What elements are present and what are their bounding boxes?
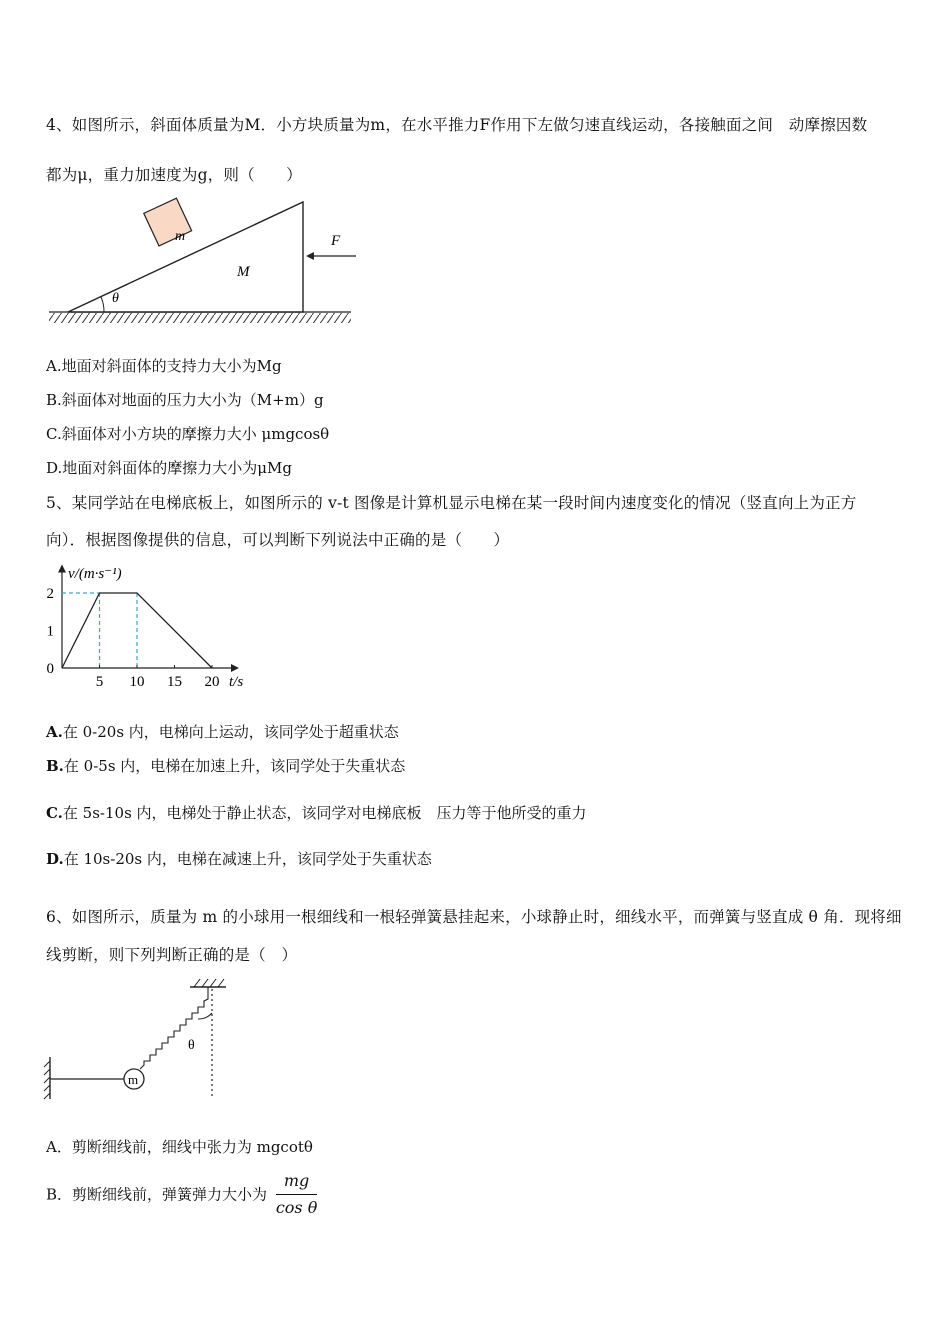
y-tick-label: 1 xyxy=(46,623,54,640)
q5-option-c-text: 在 5s-10s 内，电梯处于静止状态，该同学对电梯底板 压力等于他所受的重力 xyxy=(62,804,587,822)
q4-option-d: D.地面对斜面体的摩擦力大小为μMg xyxy=(46,459,292,477)
x-axis-arrow xyxy=(231,664,239,672)
q6-option-b-fraction xyxy=(276,1170,318,1219)
y-axis-arrow xyxy=(58,565,66,573)
q5-option-c xyxy=(46,803,587,823)
force-label: F xyxy=(331,233,341,249)
x-axis-label: t/s xyxy=(229,674,244,690)
q6-option-b xyxy=(46,1170,317,1219)
q5-option-b xyxy=(46,756,405,776)
force-arrowhead xyxy=(306,252,314,260)
q5-vt-chart xyxy=(40,558,260,693)
q5-option-c-letter: C. xyxy=(46,804,63,822)
left-wall-hatch xyxy=(44,1061,50,1099)
fraction-denominator: cos θ xyxy=(275,1198,318,1217)
q5-option-d-text: 在 10s-20s 内，电梯在减速上升，该同学处于失重状态 xyxy=(63,850,432,868)
q6-theta-label: θ xyxy=(188,1038,195,1053)
q4-option-b: B.斜面体对地面的压力大小为（M+m）g xyxy=(46,391,324,409)
wedge-mass-label: M xyxy=(237,264,250,280)
q4-option-c: C.斜面体对小方块的摩擦力大小 μmgcosθ xyxy=(46,425,330,443)
q6-spring-figure xyxy=(40,975,240,1105)
q6-stem-line2: 线剪断，则下列判断正确的是（ ） xyxy=(46,946,298,964)
q5-option-a-letter: A. xyxy=(46,723,63,741)
ceiling-hatch xyxy=(194,979,224,987)
y-tick-label: 0 xyxy=(46,661,54,677)
q6-option-a: A．剪断细线前，细线中张力为 mgcotθ xyxy=(46,1138,313,1156)
q4-option-a: A.地面对斜面体的支持力大小为Mg xyxy=(46,357,282,375)
q4-stem-line1: 4、如图所示，斜面体质量为M．小方块质量为m，在水平推力F作用下左做匀速直线运动，各接触面之间 动摩擦因数 xyxy=(46,116,868,134)
q5-option-d-letter: D. xyxy=(46,850,64,868)
q5-stem-line2: 向）．根据图像提供的信息，可以判断下列说法中正确的是（ ） xyxy=(46,531,510,549)
x-tick-label: 15 xyxy=(167,674,182,690)
q5-option-b-text: 在 0-5s 内，电梯在加速上升，该同学处于失重状态 xyxy=(63,757,406,775)
y-axis-label: v/(m·s⁻¹) xyxy=(68,566,122,582)
q6-option-b-prefix: B．剪断细线前，弹簧弹力大小为 xyxy=(46,1185,268,1204)
q6-theta-arc xyxy=(198,1013,212,1019)
ball-mass-label: m xyxy=(128,1072,139,1087)
q6-stem-line1: 6、如图所示，质量为 m 的小球用一根细线和一根轻弹簧悬挂起来，小球静止时，细线水平，而弹簧与竖直成 θ 角．现将细 xyxy=(46,908,902,926)
q4-theta-label: θ xyxy=(112,291,119,306)
y-tick-label: 2 xyxy=(46,586,54,602)
q5-stem-line1: 5、某同学站在电梯底板上，如图所示的 v-t 图像是计算机显示电梯在某一段时间内速度变化的情况（竖直向上为正方 xyxy=(46,494,857,512)
fraction-numerator: mg xyxy=(276,1170,318,1195)
spring xyxy=(140,987,208,1069)
q5-option-d xyxy=(46,849,432,869)
block-mass-label: m xyxy=(175,229,186,244)
ground-hatch xyxy=(49,313,351,323)
q5-option-a xyxy=(46,722,399,742)
q4-stem-line2: 都为μ，重力加速度为g，则（ ） xyxy=(46,166,302,184)
q4-incline-figure xyxy=(46,195,366,330)
x-tick-label: 20 xyxy=(204,674,220,690)
q5-option-b-letter: B. xyxy=(46,757,64,775)
x-tick-label: 10 xyxy=(129,674,145,690)
q5-option-a-text: 在 0-20s 内，电梯向上运动，该同学处于超重状态 xyxy=(62,723,399,741)
x-tick-label: 5 xyxy=(95,674,104,690)
